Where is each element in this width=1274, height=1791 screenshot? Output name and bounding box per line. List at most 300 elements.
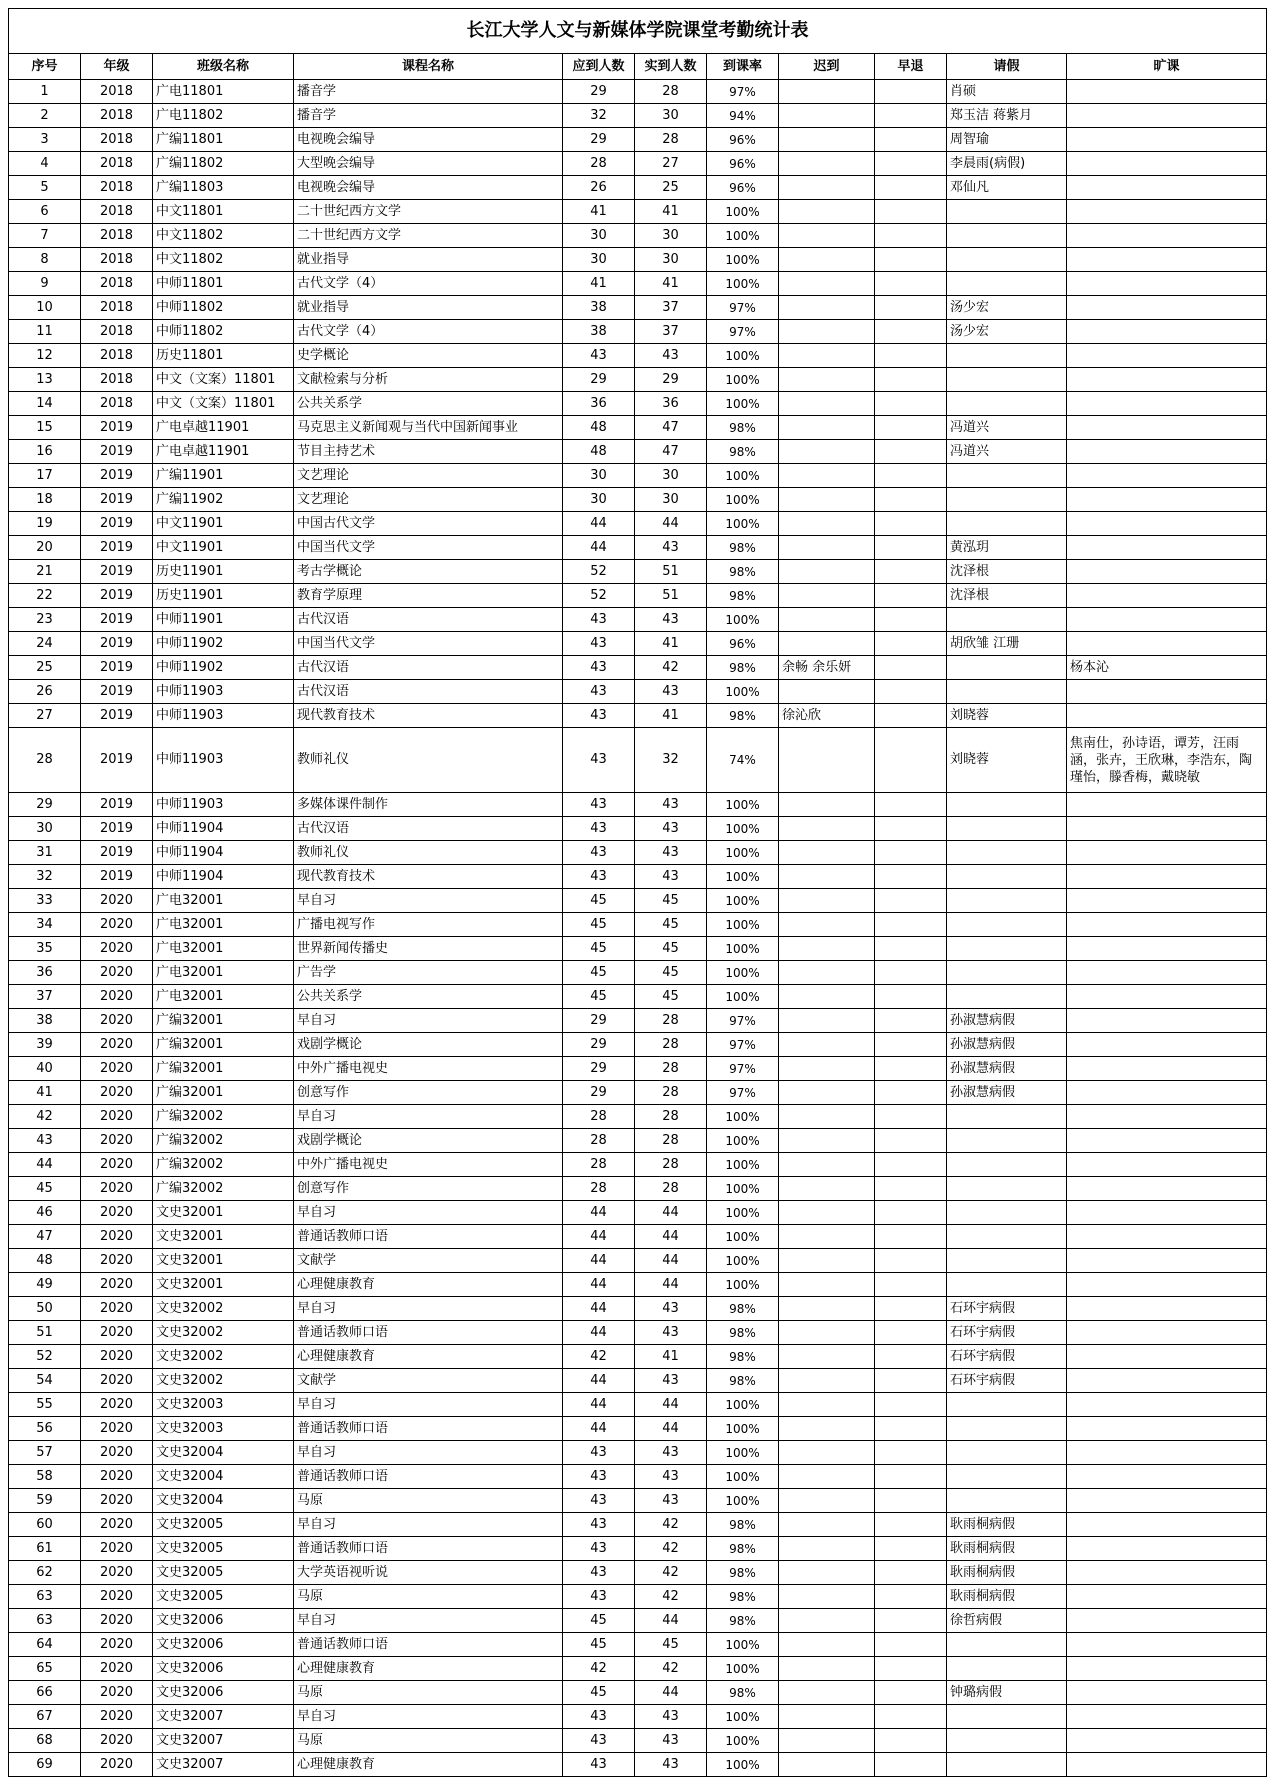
cell-index: 41 xyxy=(9,1081,81,1105)
cell-absent xyxy=(1067,296,1267,320)
cell-grade: 2020 xyxy=(81,1753,153,1777)
cell-absent xyxy=(1067,584,1267,608)
cell-leave: 孙淑慧病假 xyxy=(947,1057,1067,1081)
cell-early-leave xyxy=(875,488,947,512)
cell-leave: 耿雨桐病假 xyxy=(947,1513,1067,1537)
cell-leave xyxy=(947,1705,1067,1729)
cell-course: 心理健康教育 xyxy=(294,1345,563,1369)
cell-leave xyxy=(947,1153,1067,1177)
table-row xyxy=(9,1297,1267,1321)
cell-leave xyxy=(947,488,1067,512)
cell-leave xyxy=(947,1225,1067,1249)
cell-rate: 100% xyxy=(707,680,779,704)
cell-early-leave xyxy=(875,296,947,320)
cell-actual: 44 xyxy=(635,1393,707,1417)
cell-absent xyxy=(1067,320,1267,344)
cell-rate: 100% xyxy=(707,512,779,536)
cell-index: 23 xyxy=(9,608,81,632)
cell-leave xyxy=(947,368,1067,392)
cell-rate: 100% xyxy=(707,961,779,985)
cell-late xyxy=(779,1273,875,1297)
table-row xyxy=(9,1153,1267,1177)
cell-course: 就业指导 xyxy=(294,248,563,272)
cell-leave xyxy=(947,1393,1067,1417)
cell-class: 广编32001 xyxy=(153,1033,294,1057)
cell-absent xyxy=(1067,1057,1267,1081)
header-col-late: 迟到 xyxy=(779,54,875,80)
cell-leave xyxy=(947,961,1067,985)
cell-expected: 44 xyxy=(563,1321,635,1345)
cell-early-leave xyxy=(875,961,947,985)
cell-late: 徐沁欣 xyxy=(779,704,875,728)
table-row xyxy=(9,1561,1267,1585)
cell-course: 节目主持艺术 xyxy=(294,440,563,464)
cell-leave xyxy=(947,1489,1067,1513)
cell-absent xyxy=(1067,1129,1267,1153)
cell-actual: 47 xyxy=(635,440,707,464)
cell-rate: 96% xyxy=(707,632,779,656)
cell-grade: 2020 xyxy=(81,1321,153,1345)
cell-rate: 100% xyxy=(707,488,779,512)
cell-rate: 98% xyxy=(707,1609,779,1633)
cell-early-leave xyxy=(875,1537,947,1561)
cell-early-leave xyxy=(875,1033,947,1057)
cell-absent xyxy=(1067,1513,1267,1537)
cell-late xyxy=(779,817,875,841)
cell-rate: 100% xyxy=(707,793,779,817)
cell-late xyxy=(779,488,875,512)
cell-late xyxy=(779,1321,875,1345)
cell-rate: 98% xyxy=(707,656,779,680)
cell-leave xyxy=(947,1465,1067,1489)
cell-early-leave xyxy=(875,1369,947,1393)
cell-rate: 100% xyxy=(707,608,779,632)
cell-index: 16 xyxy=(9,440,81,464)
cell-actual: 25 xyxy=(635,176,707,200)
cell-late xyxy=(779,841,875,865)
cell-actual: 30 xyxy=(635,224,707,248)
cell-index: 59 xyxy=(9,1489,81,1513)
cell-early-leave xyxy=(875,937,947,961)
cell-early-leave xyxy=(875,1129,947,1153)
cell-rate: 98% xyxy=(707,704,779,728)
table-row xyxy=(9,1249,1267,1273)
cell-class: 中师11903 xyxy=(153,680,294,704)
cell-grade: 2020 xyxy=(81,1681,153,1705)
cell-actual: 43 xyxy=(635,1753,707,1777)
cell-leave: 孙淑慧病假 xyxy=(947,1081,1067,1105)
table-row xyxy=(9,80,1267,104)
cell-index: 29 xyxy=(9,793,81,817)
cell-expected: 48 xyxy=(563,416,635,440)
cell-index: 34 xyxy=(9,913,81,937)
cell-class: 广电32001 xyxy=(153,913,294,937)
cell-actual: 43 xyxy=(635,1321,707,1345)
cell-actual: 43 xyxy=(635,344,707,368)
cell-rate: 100% xyxy=(707,1225,779,1249)
cell-leave xyxy=(947,392,1067,416)
table-row xyxy=(9,608,1267,632)
cell-class: 中师11802 xyxy=(153,320,294,344)
cell-index: 63 xyxy=(9,1585,81,1609)
cell-early-leave xyxy=(875,1609,947,1633)
cell-class: 广编11802 xyxy=(153,152,294,176)
cell-actual: 28 xyxy=(635,128,707,152)
table-row xyxy=(9,176,1267,200)
cell-grade: 2019 xyxy=(81,584,153,608)
cell-index: 48 xyxy=(9,1249,81,1273)
cell-course: 古代文学（4） xyxy=(294,272,563,296)
cell-expected: 43 xyxy=(563,865,635,889)
cell-class: 中师11901 xyxy=(153,608,294,632)
cell-class: 中文11802 xyxy=(153,248,294,272)
cell-grade: 2020 xyxy=(81,1609,153,1633)
table-row xyxy=(9,793,1267,817)
cell-grade: 2020 xyxy=(81,1033,153,1057)
cell-expected: 44 xyxy=(563,1273,635,1297)
cell-late xyxy=(779,680,875,704)
cell-class: 广编32002 xyxy=(153,1177,294,1201)
cell-course: 普通话教师口语 xyxy=(294,1417,563,1441)
cell-late xyxy=(779,248,875,272)
cell-actual: 44 xyxy=(635,1417,707,1441)
cell-absent xyxy=(1067,985,1267,1009)
cell-index: 11 xyxy=(9,320,81,344)
cell-class: 中师11904 xyxy=(153,817,294,841)
cell-class: 广电卓越11901 xyxy=(153,416,294,440)
header-col-absent: 旷课 xyxy=(1067,54,1267,80)
cell-absent xyxy=(1067,632,1267,656)
cell-index: 9 xyxy=(9,272,81,296)
cell-course: 中外广播电视史 xyxy=(294,1153,563,1177)
cell-class: 中师11902 xyxy=(153,656,294,680)
cell-rate: 96% xyxy=(707,152,779,176)
cell-grade: 2018 xyxy=(81,272,153,296)
cell-grade: 2018 xyxy=(81,104,153,128)
cell-expected: 43 xyxy=(563,1465,635,1489)
cell-early-leave xyxy=(875,728,947,793)
cell-leave: 刘晓蓉 xyxy=(947,728,1067,793)
cell-actual: 30 xyxy=(635,488,707,512)
cell-late xyxy=(779,1753,875,1777)
cell-absent xyxy=(1067,392,1267,416)
cell-leave xyxy=(947,793,1067,817)
cell-early-leave xyxy=(875,1585,947,1609)
cell-course: 马原 xyxy=(294,1585,563,1609)
cell-rate: 98% xyxy=(707,1369,779,1393)
cell-early-leave xyxy=(875,560,947,584)
table-row xyxy=(9,1201,1267,1225)
cell-leave xyxy=(947,1729,1067,1753)
cell-absent xyxy=(1067,1753,1267,1777)
cell-absent xyxy=(1067,1201,1267,1225)
cell-class: 广编11801 xyxy=(153,128,294,152)
cell-index: 17 xyxy=(9,464,81,488)
cell-grade: 2019 xyxy=(81,440,153,464)
cell-early-leave xyxy=(875,1249,947,1273)
cell-expected: 45 xyxy=(563,937,635,961)
table-row xyxy=(9,1465,1267,1489)
cell-late xyxy=(779,728,875,793)
cell-actual: 45 xyxy=(635,1633,707,1657)
cell-rate: 100% xyxy=(707,1657,779,1681)
cell-absent xyxy=(1067,344,1267,368)
cell-late xyxy=(779,1681,875,1705)
cell-late xyxy=(779,536,875,560)
cell-late xyxy=(779,1657,875,1681)
cell-grade: 2018 xyxy=(81,320,153,344)
cell-rate: 97% xyxy=(707,80,779,104)
cell-rate: 98% xyxy=(707,1681,779,1705)
cell-rate: 98% xyxy=(707,1321,779,1345)
cell-early-leave xyxy=(875,793,947,817)
table-row xyxy=(9,416,1267,440)
cell-index: 54 xyxy=(9,1369,81,1393)
cell-absent xyxy=(1067,1609,1267,1633)
cell-actual: 43 xyxy=(635,865,707,889)
table-row xyxy=(9,296,1267,320)
cell-early-leave xyxy=(875,1321,947,1345)
table-row xyxy=(9,1681,1267,1705)
cell-rate: 96% xyxy=(707,128,779,152)
cell-rate: 100% xyxy=(707,1705,779,1729)
cell-absent xyxy=(1067,1081,1267,1105)
cell-course: 大型晚会编导 xyxy=(294,152,563,176)
cell-late xyxy=(779,1609,875,1633)
cell-leave xyxy=(947,248,1067,272)
cell-actual: 41 xyxy=(635,272,707,296)
cell-index: 64 xyxy=(9,1633,81,1657)
cell-index: 68 xyxy=(9,1729,81,1753)
cell-expected: 43 xyxy=(563,1513,635,1537)
cell-absent xyxy=(1067,464,1267,488)
table-row xyxy=(9,1321,1267,1345)
cell-expected: 44 xyxy=(563,1249,635,1273)
table-row xyxy=(9,1081,1267,1105)
cell-early-leave xyxy=(875,1561,947,1585)
cell-class: 中师11902 xyxy=(153,632,294,656)
cell-index: 12 xyxy=(9,344,81,368)
cell-early-leave xyxy=(875,272,947,296)
cell-late xyxy=(779,1585,875,1609)
cell-leave: 汤少宏 xyxy=(947,296,1067,320)
cell-absent xyxy=(1067,1657,1267,1681)
cell-class: 文史32006 xyxy=(153,1609,294,1633)
table-row xyxy=(9,1441,1267,1465)
cell-early-leave xyxy=(875,889,947,913)
cell-late xyxy=(779,104,875,128)
cell-late xyxy=(779,632,875,656)
cell-absent xyxy=(1067,1153,1267,1177)
cell-class: 中文11802 xyxy=(153,224,294,248)
cell-rate: 98% xyxy=(707,584,779,608)
header-col-leave: 请假 xyxy=(947,54,1067,80)
cell-class: 广电32001 xyxy=(153,985,294,1009)
cell-late xyxy=(779,440,875,464)
cell-expected: 30 xyxy=(563,224,635,248)
table-row xyxy=(9,584,1267,608)
cell-expected: 29 xyxy=(563,368,635,392)
cell-absent xyxy=(1067,704,1267,728)
cell-course: 普通话教师口语 xyxy=(294,1321,563,1345)
cell-grade: 2019 xyxy=(81,608,153,632)
cell-grade: 2019 xyxy=(81,704,153,728)
cell-class: 广编11902 xyxy=(153,488,294,512)
cell-early-leave xyxy=(875,1297,947,1321)
cell-late xyxy=(779,1057,875,1081)
cell-early-leave xyxy=(875,1729,947,1753)
cell-absent xyxy=(1067,416,1267,440)
cell-index: 10 xyxy=(9,296,81,320)
cell-course: 戏剧学概论 xyxy=(294,1129,563,1153)
cell-course: 普通话教师口语 xyxy=(294,1465,563,1489)
cell-expected: 42 xyxy=(563,1657,635,1681)
cell-early-leave xyxy=(875,392,947,416)
cell-rate: 74% xyxy=(707,728,779,793)
cell-course: 广告学 xyxy=(294,961,563,985)
cell-absent xyxy=(1067,1369,1267,1393)
cell-grade: 2018 xyxy=(81,224,153,248)
cell-course: 创意写作 xyxy=(294,1081,563,1105)
cell-late xyxy=(779,1729,875,1753)
cell-grade: 2019 xyxy=(81,632,153,656)
cell-course: 大学英语视听说 xyxy=(294,1561,563,1585)
cell-actual: 44 xyxy=(635,512,707,536)
cell-absent xyxy=(1067,1249,1267,1273)
cell-expected: 28 xyxy=(563,1153,635,1177)
cell-class: 广电32001 xyxy=(153,889,294,913)
cell-course: 普通话教师口语 xyxy=(294,1225,563,1249)
cell-actual: 42 xyxy=(635,1561,707,1585)
cell-absent xyxy=(1067,80,1267,104)
cell-class: 中文（文案）11801 xyxy=(153,368,294,392)
table-row xyxy=(9,1489,1267,1513)
cell-expected: 43 xyxy=(563,1537,635,1561)
cell-index: 55 xyxy=(9,1393,81,1417)
cell-actual: 42 xyxy=(635,1657,707,1681)
cell-class: 文史32004 xyxy=(153,1489,294,1513)
cell-late xyxy=(779,793,875,817)
cell-grade: 2019 xyxy=(81,680,153,704)
cell-leave xyxy=(947,1201,1067,1225)
cell-early-leave xyxy=(875,841,947,865)
cell-course: 心理健康教育 xyxy=(294,1273,563,1297)
cell-early-leave xyxy=(875,704,947,728)
table-row xyxy=(9,272,1267,296)
cell-early-leave xyxy=(875,1345,947,1369)
cell-absent xyxy=(1067,1585,1267,1609)
cell-leave: 肖硕 xyxy=(947,80,1067,104)
table-row xyxy=(9,1657,1267,1681)
cell-expected: 29 xyxy=(563,1009,635,1033)
cell-course: 马原 xyxy=(294,1729,563,1753)
cell-actual: 43 xyxy=(635,608,707,632)
cell-rate: 100% xyxy=(707,985,779,1009)
cell-late xyxy=(779,1225,875,1249)
cell-grade: 2019 xyxy=(81,488,153,512)
cell-early-leave xyxy=(875,368,947,392)
cell-grade: 2020 xyxy=(81,1417,153,1441)
table-row xyxy=(9,1345,1267,1369)
cell-rate: 100% xyxy=(707,1105,779,1129)
cell-rate: 100% xyxy=(707,1729,779,1753)
cell-class: 广电11801 xyxy=(153,80,294,104)
cell-leave xyxy=(947,937,1067,961)
cell-absent xyxy=(1067,1273,1267,1297)
cell-late xyxy=(779,224,875,248)
cell-late xyxy=(779,344,875,368)
cell-actual: 43 xyxy=(635,1369,707,1393)
cell-grade: 2019 xyxy=(81,656,153,680)
cell-index: 37 xyxy=(9,985,81,1009)
cell-grade: 2020 xyxy=(81,1465,153,1489)
cell-early-leave xyxy=(875,1753,947,1777)
cell-index: 8 xyxy=(9,248,81,272)
cell-absent xyxy=(1067,961,1267,985)
table-row xyxy=(9,1369,1267,1393)
cell-index: 62 xyxy=(9,1561,81,1585)
cell-expected: 43 xyxy=(563,793,635,817)
cell-late xyxy=(779,1441,875,1465)
cell-class: 历史11801 xyxy=(153,344,294,368)
cell-absent xyxy=(1067,1561,1267,1585)
cell-index: 49 xyxy=(9,1273,81,1297)
cell-index: 13 xyxy=(9,368,81,392)
cell-rate: 100% xyxy=(707,1177,779,1201)
cell-rate: 98% xyxy=(707,416,779,440)
table-title: 长江大学人文与新媒体学院课堂考勤统计表 xyxy=(9,9,1267,54)
cell-class: 文史32007 xyxy=(153,1753,294,1777)
cell-class: 历史11901 xyxy=(153,584,294,608)
cell-late xyxy=(779,296,875,320)
cell-grade: 2019 xyxy=(81,560,153,584)
cell-actual: 42 xyxy=(635,1585,707,1609)
header-col-expected: 应到人数 xyxy=(563,54,635,80)
cell-leave: 钟璐病假 xyxy=(947,1681,1067,1705)
cell-absent xyxy=(1067,1345,1267,1369)
cell-late xyxy=(779,1513,875,1537)
cell-leave: 胡欣雏 江珊 xyxy=(947,632,1067,656)
cell-index: 24 xyxy=(9,632,81,656)
cell-leave: 邓仙凡 xyxy=(947,176,1067,200)
cell-expected: 26 xyxy=(563,176,635,200)
cell-rate: 98% xyxy=(707,1345,779,1369)
cell-leave: 孙淑慧病假 xyxy=(947,1033,1067,1057)
cell-index: 65 xyxy=(9,1657,81,1681)
cell-index: 63 xyxy=(9,1609,81,1633)
cell-class: 中师11903 xyxy=(153,704,294,728)
cell-expected: 43 xyxy=(563,608,635,632)
cell-late xyxy=(779,560,875,584)
cell-late xyxy=(779,152,875,176)
cell-late: 余畅 余乐妍 xyxy=(779,656,875,680)
cell-grade: 2020 xyxy=(81,1129,153,1153)
cell-expected: 32 xyxy=(563,104,635,128)
cell-course: 二十世纪西方文学 xyxy=(294,224,563,248)
cell-course: 公共关系学 xyxy=(294,392,563,416)
table-row xyxy=(9,680,1267,704)
table-row xyxy=(9,1705,1267,1729)
cell-expected: 28 xyxy=(563,1105,635,1129)
cell-early-leave xyxy=(875,656,947,680)
cell-course: 普通话教师口语 xyxy=(294,1537,563,1561)
cell-rate: 100% xyxy=(707,392,779,416)
cell-grade: 2020 xyxy=(81,1177,153,1201)
cell-leave xyxy=(947,1633,1067,1657)
cell-rate: 97% xyxy=(707,1009,779,1033)
cell-rate: 97% xyxy=(707,1081,779,1105)
cell-absent xyxy=(1067,128,1267,152)
